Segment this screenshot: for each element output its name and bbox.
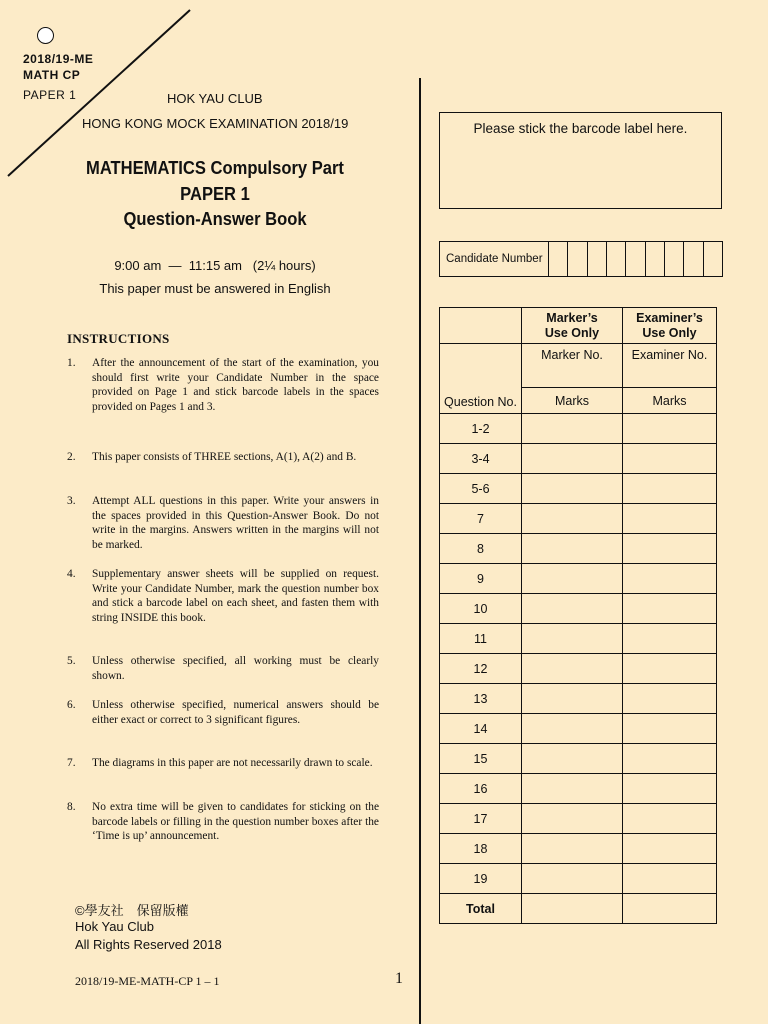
candidate-number-label: Candidate Number xyxy=(440,242,549,276)
question-number-cell: 17 xyxy=(440,804,522,834)
candidate-digit-box[interactable] xyxy=(626,242,645,276)
examiner-marks-cell[interactable] xyxy=(623,864,717,894)
marker-marks-cell[interactable] xyxy=(522,774,623,804)
question-number-cell: 12 xyxy=(440,654,522,684)
candidate-number-box xyxy=(439,241,723,277)
examiner-marks-cell[interactable] xyxy=(623,684,717,714)
marker-marks-cell[interactable] xyxy=(522,684,623,714)
candidate-digit-box[interactable] xyxy=(549,242,568,276)
instruction-text: Attempt ALL questions in this paper. Write your answers in the spaces provided in this Question-Answer Book. Do not write in the margins. Answers written in the margins will not be marked. xyxy=(92,495,379,551)
examiner-marks-cell[interactable] xyxy=(623,444,717,474)
marks-subheader-row xyxy=(440,344,717,414)
examiner-header-line1: Examiner’s xyxy=(636,310,703,325)
instruction-number: 5. xyxy=(67,655,76,667)
question-row xyxy=(440,744,717,774)
question-row xyxy=(440,414,717,444)
candidate-digit-box[interactable] xyxy=(665,242,684,276)
question-no-header: Question No. xyxy=(440,344,522,414)
question-number-cell: 8 xyxy=(440,534,522,564)
examiner-header-line2: Use Only xyxy=(642,325,697,340)
question-row xyxy=(440,684,717,714)
exam-time: 9:00 am — 11:15 am (2¼ hours) xyxy=(114,258,316,273)
question-row xyxy=(440,624,717,654)
examiner-marks-cell[interactable] xyxy=(623,474,717,504)
examiner-marks-cell[interactable] xyxy=(623,414,717,444)
marker-no-cell[interactable] xyxy=(522,344,623,414)
question-row xyxy=(440,504,717,534)
candidate-digit-box[interactable] xyxy=(684,242,703,276)
instruction-item xyxy=(67,356,379,414)
examiner-use-header xyxy=(623,308,717,344)
question-row xyxy=(440,564,717,594)
marker-marks-cell[interactable] xyxy=(522,654,623,684)
marker-marks-cell[interactable] xyxy=(522,504,623,534)
candidate-digit-box[interactable] xyxy=(568,242,587,276)
instruction-number: 6. xyxy=(67,699,76,711)
marker-marks-cell[interactable] xyxy=(522,474,623,504)
question-number-cell: 9 xyxy=(440,564,522,594)
examiner-marks-cell[interactable] xyxy=(623,834,717,864)
instruction-text: Supplementary answer sheets will be supplied on request. Write your Candidate Number, mark the question number box and stick a barcode label on each sheet, and fasten them with string INSIDE this book. xyxy=(92,568,379,624)
instruction-item xyxy=(67,450,379,465)
total-label: Total xyxy=(440,894,522,924)
marks-header-row xyxy=(440,308,717,344)
candidate-digit-box[interactable] xyxy=(588,242,607,276)
instruction-text: The diagrams in this paper are not necessarily drawn to scale. xyxy=(92,757,373,769)
marker-marks-cell[interactable] xyxy=(522,414,623,444)
book-type-title: Question-Answer Book xyxy=(123,209,307,229)
marker-marks-label: Marks xyxy=(554,393,590,408)
question-row xyxy=(440,474,717,504)
marker-no-label: Marker No. xyxy=(522,344,622,388)
question-number-cell: 3-4 xyxy=(440,444,522,474)
candidate-digit-box[interactable] xyxy=(704,242,722,276)
examiner-marks-cell[interactable] xyxy=(623,774,717,804)
instruction-number: 8. xyxy=(67,801,76,813)
footer-rights: All Rights Reserved 2018 xyxy=(75,937,222,952)
paper-title: PAPER 1 xyxy=(180,184,250,204)
organizer-name: HOK YAU CLUB xyxy=(167,91,263,106)
instruction-number: 7. xyxy=(67,757,76,769)
barcode-label-text: Please stick the barcode label here. xyxy=(473,121,688,136)
question-row xyxy=(440,834,717,864)
corner-code-year: 2018/19-ME xyxy=(23,52,94,66)
question-number-cell: 7 xyxy=(440,504,522,534)
footer-paper-code: 2018/19-ME-MATH-CP 1 – 1 xyxy=(75,974,220,988)
candidate-digit-box[interactable] xyxy=(646,242,665,276)
footer-club-name: Hok Yau Club xyxy=(75,919,155,934)
examiner-total-cell[interactable] xyxy=(623,894,717,924)
marker-marks-cell[interactable] xyxy=(522,834,623,864)
marker-marks-cell[interactable] xyxy=(522,864,623,894)
examiner-marks-cell[interactable] xyxy=(623,504,717,534)
examiner-marks-cell[interactable] xyxy=(623,594,717,624)
question-row xyxy=(440,534,717,564)
marks-table xyxy=(439,307,717,924)
instruction-number: 3. xyxy=(67,495,76,507)
instruction-item xyxy=(67,654,379,683)
instruction-number: 2. xyxy=(67,451,76,463)
question-number-cell: 11 xyxy=(440,624,522,654)
examiner-marks-cell[interactable] xyxy=(623,564,717,594)
examiner-marks-cell[interactable] xyxy=(623,654,717,684)
exam-name: HONG KONG MOCK EXAMINATION 2018/19 xyxy=(82,116,349,131)
marker-use-header xyxy=(522,308,623,344)
examiner-marks-cell[interactable] xyxy=(623,534,717,564)
marker-total-cell[interactable] xyxy=(522,894,623,924)
instruction-number: 1. xyxy=(67,357,76,369)
marker-marks-cell[interactable] xyxy=(522,804,623,834)
question-row xyxy=(440,804,717,834)
total-row xyxy=(440,894,717,924)
examiner-marks-cell[interactable] xyxy=(623,624,717,654)
candidate-digit-box[interactable] xyxy=(607,242,626,276)
marker-marks-cell[interactable] xyxy=(522,444,623,474)
subject-title: MATHEMATICS Compulsory Part xyxy=(86,158,344,178)
question-row xyxy=(440,594,717,624)
marker-marks-cell[interactable] xyxy=(522,624,623,654)
examiner-no-cell[interactable] xyxy=(623,344,717,414)
question-row xyxy=(440,714,717,744)
examiner-marks-cell[interactable] xyxy=(623,804,717,834)
question-number-cell: 1-2 xyxy=(440,414,522,444)
instruction-item xyxy=(67,698,379,727)
corner-code-paper: PAPER 1 xyxy=(23,88,77,102)
question-number-cell: 14 xyxy=(440,714,522,744)
instructions-heading: INSTRUCTIONS xyxy=(67,331,170,346)
instruction-text: Unless otherwise specified, numerical answers should be either exact or correct to 3 significant figures. xyxy=(92,699,379,726)
empty-header-cell xyxy=(440,308,522,344)
copyright-notice: ©學友社 保留版權 xyxy=(75,903,189,918)
page-divider xyxy=(419,78,421,1024)
page-number: 1 xyxy=(395,970,403,987)
marker-marks-cell[interactable] xyxy=(522,564,623,594)
marks-body xyxy=(440,414,717,894)
instruction-text: Unless otherwise specified, all working must be clearly shown. xyxy=(92,655,379,682)
examiner-no-label: Examiner No. xyxy=(623,344,716,388)
marker-header-line1: Marker’s xyxy=(546,310,598,325)
question-row xyxy=(440,774,717,804)
question-row xyxy=(440,444,717,474)
marker-marks-cell[interactable] xyxy=(522,714,623,744)
question-row xyxy=(440,864,717,894)
question-number-cell: 19 xyxy=(440,864,522,894)
marker-header-line2: Use Only xyxy=(544,325,600,340)
marker-marks-cell[interactable] xyxy=(522,534,623,564)
marker-marks-cell[interactable] xyxy=(522,594,623,624)
instruction-item xyxy=(67,800,379,844)
instruction-item xyxy=(67,567,379,625)
corner-code-subject: MATH CP xyxy=(23,68,81,82)
question-number-cell: 16 xyxy=(440,774,522,804)
marker-marks-cell[interactable] xyxy=(522,744,623,774)
examiner-marks-label: Marks xyxy=(652,393,687,408)
question-row xyxy=(440,654,717,684)
instruction-text: No extra time will be given to candidates for sticking on the barcode labels or filling in the question number boxes after the ‘Time is up’ announcement. xyxy=(92,801,379,843)
instruction-number: 4. xyxy=(67,568,76,580)
examiner-marks-cell[interactable] xyxy=(623,714,717,744)
barcode-label-box[interactable] xyxy=(439,112,722,209)
question-number-cell: 18 xyxy=(440,834,522,864)
instruction-text: This paper consists of THREE sections, A(1), A(2) and B. xyxy=(92,451,357,463)
question-number-cell: 5-6 xyxy=(440,474,522,504)
question-number-cell: 10 xyxy=(440,594,522,624)
question-number-cell: 15 xyxy=(440,744,522,774)
instruction-item xyxy=(67,756,379,771)
instruction-item xyxy=(67,494,379,552)
examiner-marks-cell[interactable] xyxy=(623,744,717,774)
language-note: This paper must be answered in English xyxy=(99,281,331,296)
question-number-cell: 13 xyxy=(440,684,522,714)
instruction-text: After the announcement of the start of the examination, you should first write your Candidate Number in the space provided on Page 1 and stick barcode labels in the spaces provided on Pages 1 and 3. xyxy=(92,357,379,413)
